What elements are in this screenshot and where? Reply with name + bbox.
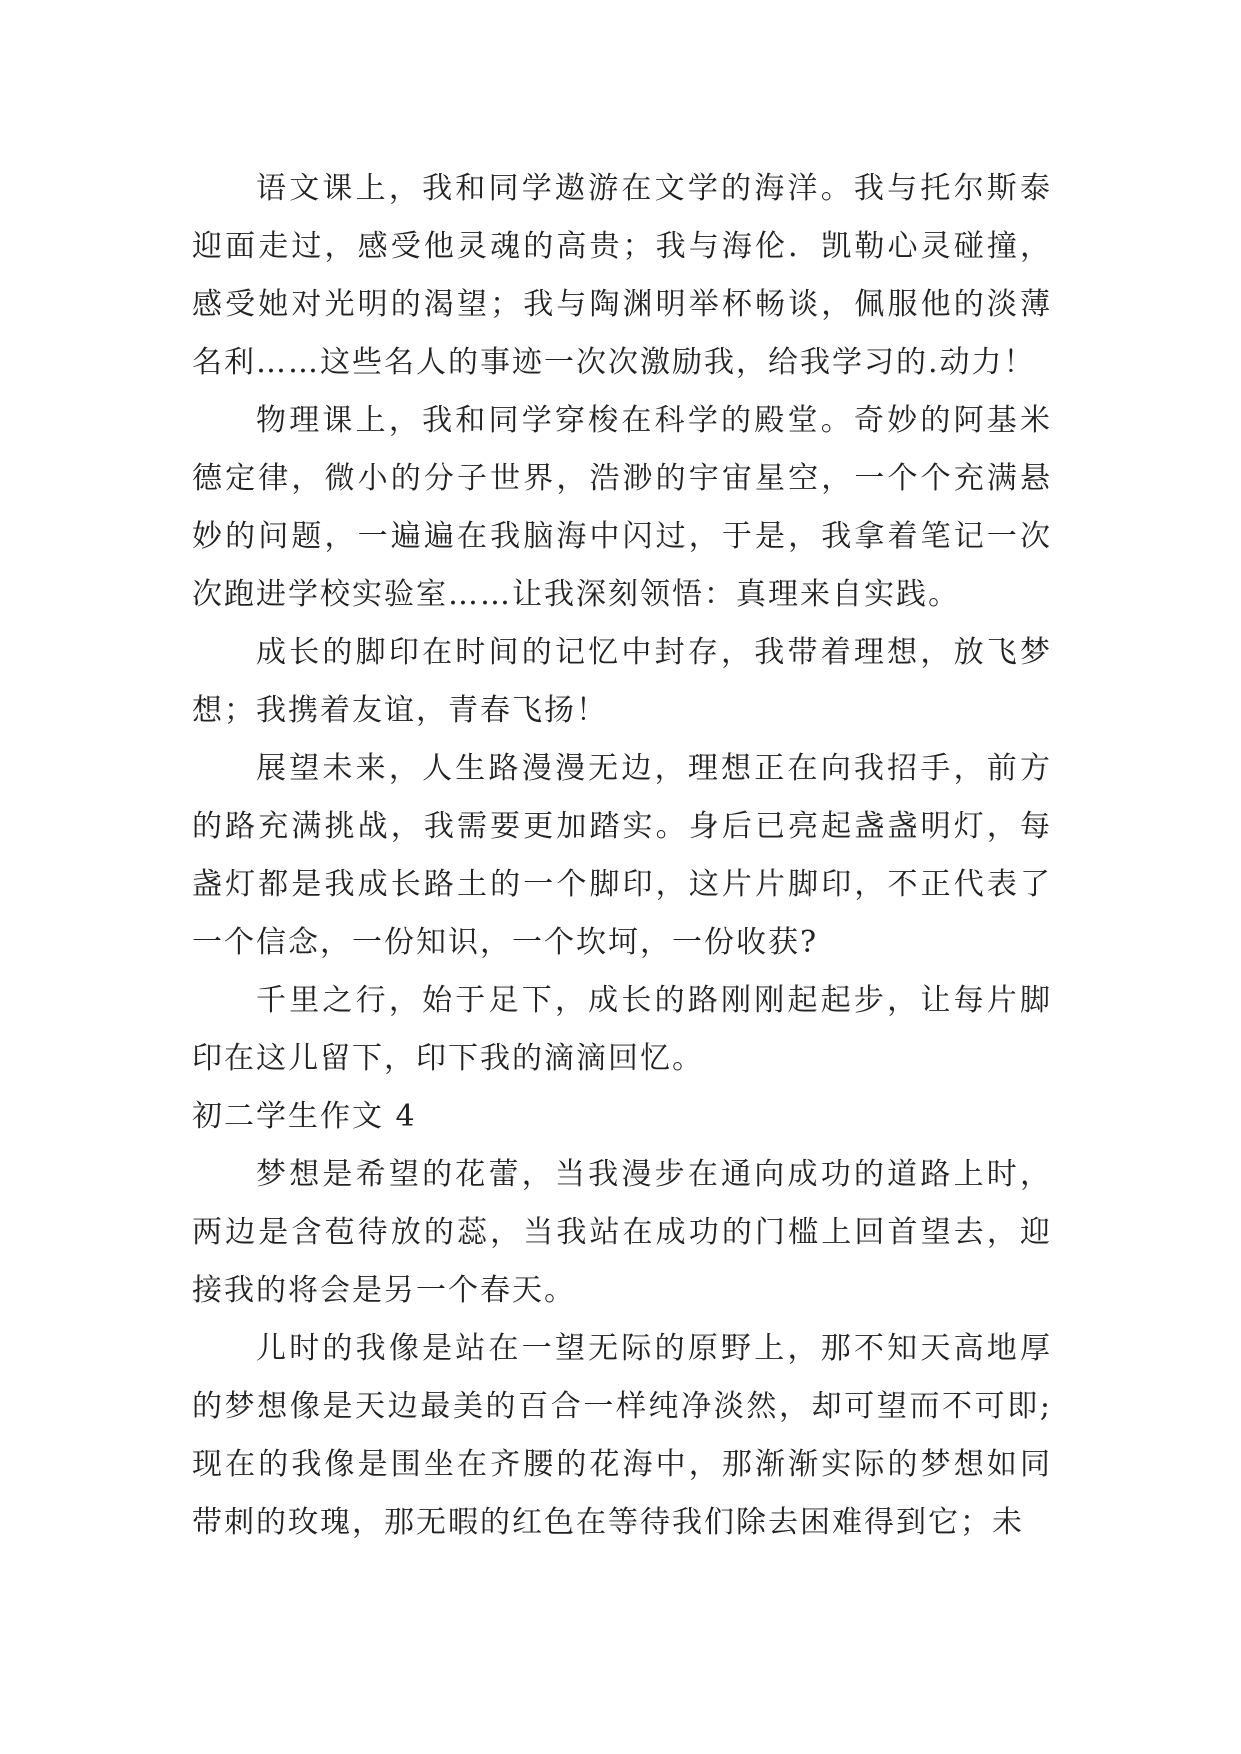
section-heading: 初二学生作文 4 [192, 1099, 417, 1134]
paragraph: 千里之行，始于足下，成长的路刚刚起起步，让每片脚印在这儿留下，印下我的滴滴回忆。 [192, 983, 1052, 1076]
paragraph: 梦想是希望的花蕾，当我漫步在通向成功的道路上时，两边是含苞待放的蕊，当我站在成功的门槛上回首望去，迎接我的将会是另一个春天。 [192, 1157, 1052, 1308]
paragraph: 物理课上，我和同学穿梭在科学的殿堂。奇妙的阿基米德定律，微小的分子世界，浩渺的宇宙星空，一个个充满悬妙的问题，一遍遍在我脑海中闪过，于是，我拿着笔记一次次跑进学校实验室……让我深刻领悟：真理来自实践。 [192, 403, 1052, 612]
paragraph: 儿时的我像是站在一望无际的原野上，那不知天高地厚的梦想像是天边最美的百合一样纯净淡然，却可望而不可即;现在的我像是围坐在齐腰的花海中，那渐渐实际的梦想如同带刺的玫瑰，那无暇的红色在等待我们除去困难得到它；未 [192, 1331, 1052, 1540]
paragraph: 展望未来，人生路漫漫无边，理想正在向我招手，前方的路充满挑战，我需要更加踏实。身后已亮起盏盏明灯，每盏灯都是我成长路土的一个脚印，这片片脚印，不正代表了一个信念，一份知识，一个坎坷，一份收获? [192, 751, 1052, 960]
paragraph: 语文课上，我和同学遨游在文学的海洋。我与托尔斯泰迎面走过，感受他灵魂的高贵；我与海伦．凯勒心灵碰撞，感受她对光明的渴望；我与陶渊明举杯畅谈，佩服他的淡薄名利……这些名人的事迹一次次激励我，给我学习的.动力！ [192, 171, 1052, 380]
paragraph: 成长的脚印在时间的记忆中封存，我带着理想，放飞梦想；我携着友谊，青春飞扬！ [192, 635, 1052, 728]
document-body [192, 160, 1052, 1552]
